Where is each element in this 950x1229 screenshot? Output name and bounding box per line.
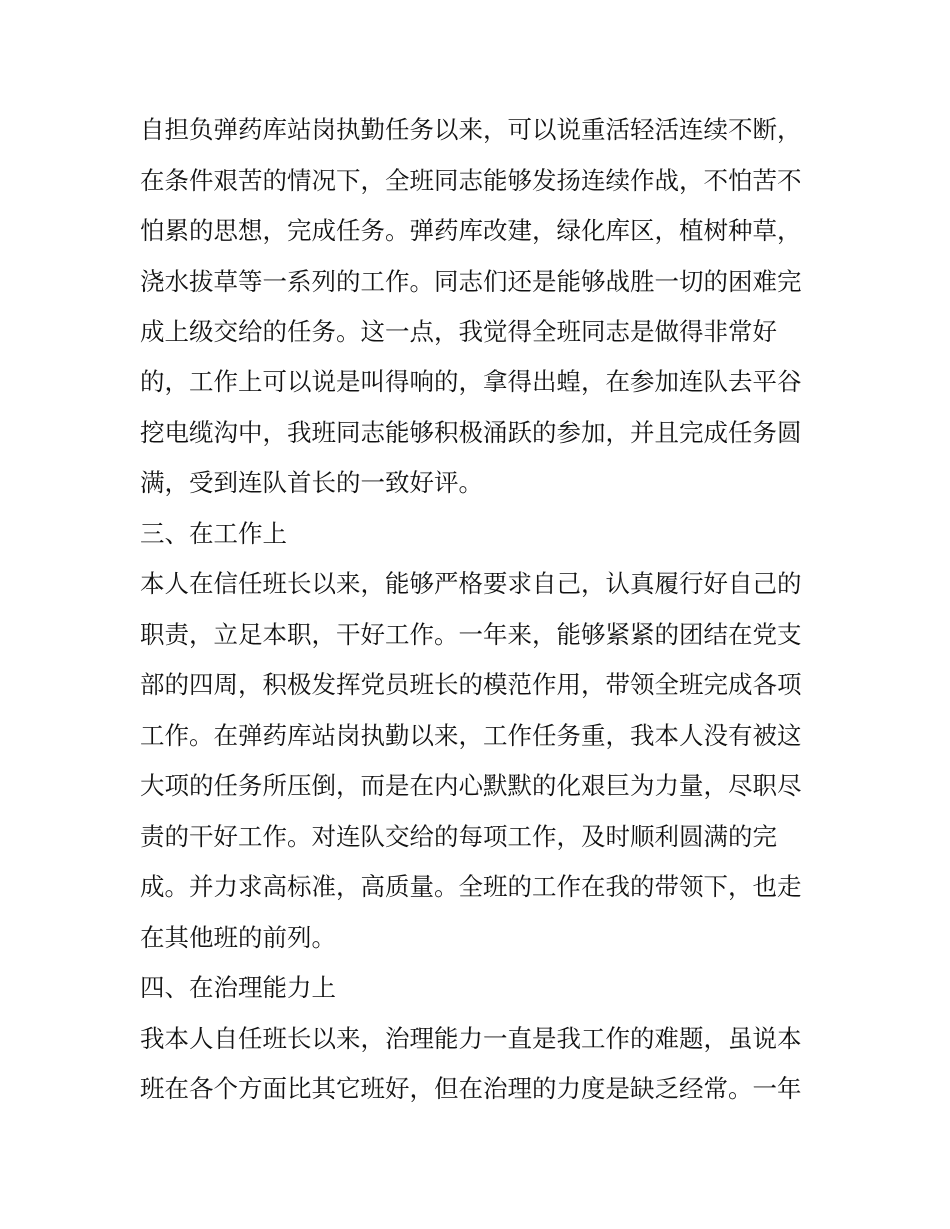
text-line-5: 成上级交给的任务。这一点，我觉得全班同志是做得非常好 <box>140 317 777 346</box>
section-heading-4: 四、在治理能力上 <box>140 973 336 1002</box>
text-line-7: 挖电缆沟中，我班同志能够积极涌跃的参加，并且完成任务圆 <box>140 418 802 447</box>
text-line-11: 职责，立足本职，干好工作。一年来，能够紧紧的团结在党支 <box>140 620 802 649</box>
text-line-6: 的，工作上可以说是叫得响的，拿得出蝗，在参加连队去平谷 <box>140 367 802 396</box>
text-line-13: 工作。在弹药库站岗执勤以来，工作任务重，我本人没有被这 <box>140 721 802 750</box>
text-line-10: 本人在信任班长以来，能够严格要求自己，认真履行好自己的 <box>140 569 802 598</box>
text-line-4: 浇水拔草等一系列的工作。同志们还是能够战胜一切的困难完 <box>140 267 802 296</box>
text-line-8: 满，受到连队首长的一致好评。 <box>140 468 483 497</box>
text-line-15: 责的干好工作。对连队交给的每项工作，及时顺利圆满的完 <box>140 822 777 851</box>
text-line-2: 在条件艰苦的情况下，全班同志能够发扬连续作战，不怕苦不 <box>140 166 802 195</box>
text-line-14: 大项的任务所压倒，而是在内心默默的化艰巨为力量，尽职尽 <box>140 771 802 800</box>
text-line-17: 在其他班的前列。 <box>140 923 336 952</box>
text-line-1: 自担负弹药库站岗执勤任务以来，可以说重活轻活连续不断， <box>140 115 802 144</box>
text-line-12: 部的四周，积极发挥党员班长的模范作用，带领全班完成各项 <box>140 670 802 699</box>
text-line-3: 怕累的思想，完成任务。弹药库改建，绿化库区，植树种草， <box>140 216 802 245</box>
text-line-16: 成。并力求高标准，高质量。全班的工作在我的带领下，也走 <box>140 872 802 901</box>
text-line-19: 我本人自任班长以来，治理能力一直是我工作的难题，虽说本 <box>140 1024 802 1053</box>
section-heading-3: 三、在工作上 <box>140 519 287 548</box>
text-line-20: 班在各个方面比其它班好，但在治理的力度是缺乏经常。一年 <box>140 1074 802 1103</box>
